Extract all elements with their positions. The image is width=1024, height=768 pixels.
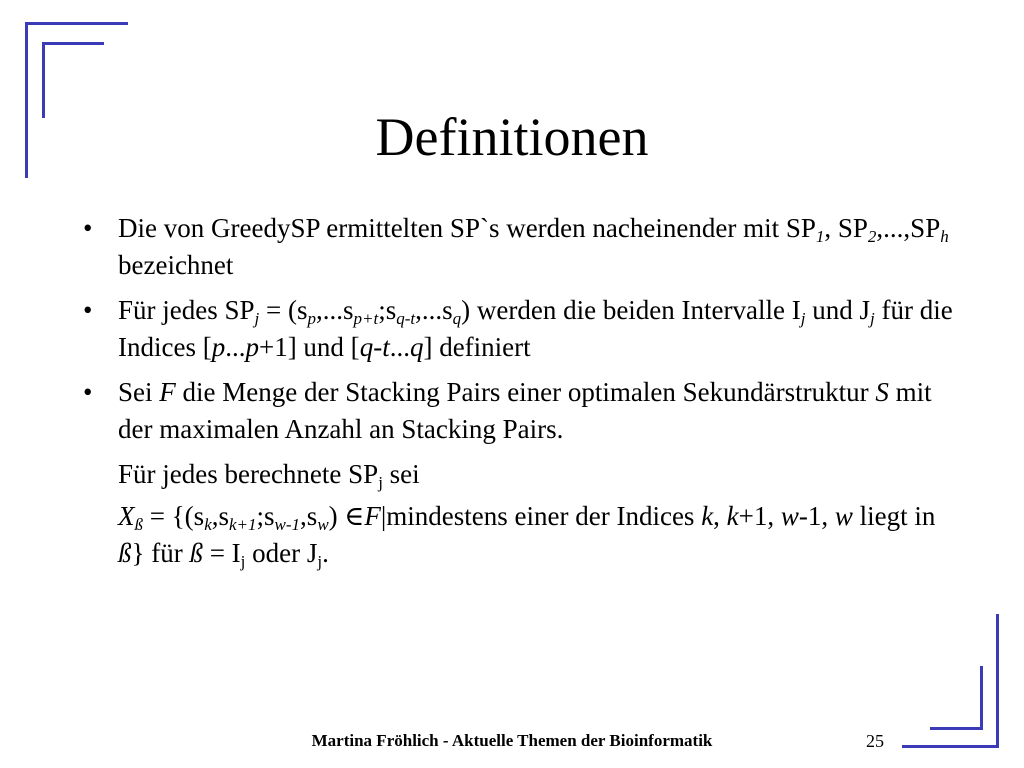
bullet-list [80, 210, 960, 577]
inner-vertical-line [980, 666, 983, 730]
bullet-item-stacking-pairs: • Sei F die Menge der Stacking Pairs einer optimalen Sekundärstruktur S mit der maximalen Anzahl an Stacking Pairs. [80, 374, 960, 448]
inner-horizontal-line [930, 727, 983, 730]
definition-line-x-beta: $X_ß$ = {$(s_k,s_{k+1};s_{w-1},s_w)$ ∈F|mindestens einer der Indices k, k+1, w-1, w liegt in ß} für ß = $I_j$ oder $J_j$. [118, 501, 936, 571]
outer-horizontal-line [25, 22, 128, 25]
definition-line-sp: Für jedes berechnete $SP_j$ sei [118, 459, 420, 492]
inner-horizontal-line [42, 42, 104, 45]
page-number: 25 [866, 731, 884, 751]
bullet-dot-icon: • [83, 295, 93, 325]
bullet-dot-icon: • [83, 213, 93, 243]
outer-vertical-line [996, 614, 999, 748]
slide-footer: Martina Fröhlich - Aktuelle Themen der Bioinformatik [311, 731, 713, 750]
slide-title: Definitionen [375, 107, 649, 167]
bullet-item-greedysp: • Die von GreedySP ermittelten SP`s werden nacheinender mit $SP_1$, $SP_2,...,SP_h$ bezeichnet [80, 210, 960, 284]
bullet-dot-icon: • [83, 377, 93, 407]
bullet-item-intervals: • Für jedes $SP_j$ = $(s_p,...s_{p+t};s_{q-t},...s_q)$ werden die beiden Intervalle $I_j$ und $J_j$ für die Indices [p...p+1] und [q-t...q] definiert [80, 292, 960, 366]
